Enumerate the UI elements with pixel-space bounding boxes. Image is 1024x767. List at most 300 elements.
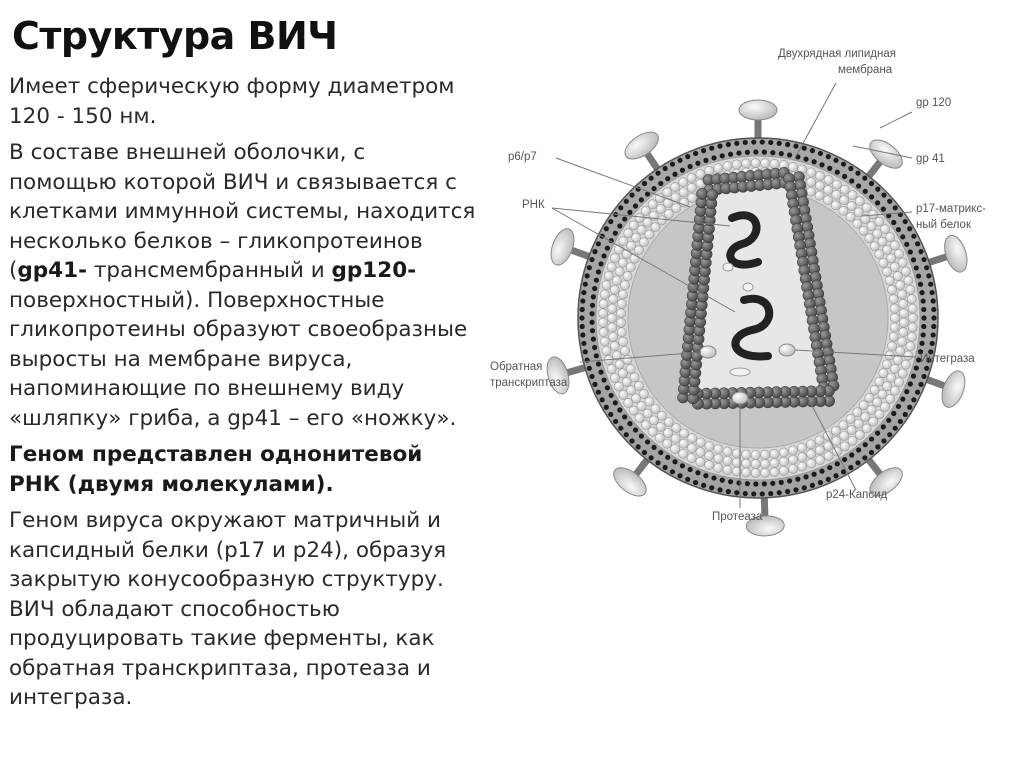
matrix-sphere xyxy=(869,417,878,426)
lipid-dot xyxy=(695,470,700,475)
matrix-sphere xyxy=(893,355,902,364)
lipid-dot xyxy=(649,455,654,460)
matrix-sphere xyxy=(846,212,855,221)
matrix-sphere xyxy=(751,450,760,459)
matrix-sphere xyxy=(679,178,688,187)
matrix-sphere xyxy=(815,181,824,190)
lipid-dot xyxy=(881,192,886,197)
lipid-dot xyxy=(592,382,597,387)
envelope-text-1: В составе внешней оболочки, с помощью которой ВИЧ и связывается с клетками иммунной системы, находится несколько белков – гликопротеинов ( xyxy=(9,140,476,283)
lipid-dot xyxy=(856,183,861,188)
lipid-dot xyxy=(743,140,748,145)
matrix-sphere xyxy=(839,206,848,215)
lipid-dot xyxy=(835,170,840,175)
lipid-dot xyxy=(680,168,685,173)
lipid-dot xyxy=(924,366,929,371)
matrix-sphere xyxy=(623,272,632,281)
lipid-dot xyxy=(921,257,926,262)
matrix-sphere xyxy=(655,433,664,442)
lipid-dot xyxy=(605,385,610,390)
lipid-dot xyxy=(672,172,677,177)
matrix-sphere xyxy=(870,242,879,251)
lipid-dot xyxy=(887,432,892,437)
matrix-sphere xyxy=(862,203,871,212)
lipid-dot xyxy=(918,282,923,287)
matrix-sphere xyxy=(760,450,769,459)
lipid-dot xyxy=(589,257,594,262)
lipid-dot xyxy=(639,197,644,202)
lipid-dot xyxy=(596,390,601,395)
lipid-dot xyxy=(802,485,807,490)
matrix-sphere xyxy=(657,411,666,420)
lipid-dot xyxy=(911,397,916,402)
matrix-sphere xyxy=(723,161,732,170)
matrix-sphere xyxy=(875,377,884,386)
lipid-dot xyxy=(826,477,831,482)
lipid-dot xyxy=(624,432,629,437)
lipid-dot xyxy=(926,273,931,278)
lipid-dot xyxy=(875,431,880,436)
matrix-sphere xyxy=(760,159,769,168)
matrix-sphere xyxy=(751,468,760,477)
lipid-dot xyxy=(736,480,741,485)
lipid-dot xyxy=(633,427,638,432)
matrix-sphere xyxy=(907,332,916,341)
matrix-sphere xyxy=(906,342,915,351)
matrix-sphere xyxy=(897,337,906,346)
matrix-sphere xyxy=(651,404,660,413)
matrix-sphere xyxy=(645,230,654,239)
slide-title: Структура ВИЧ xyxy=(12,14,338,58)
lipid-dot xyxy=(931,315,936,320)
lipid-dot xyxy=(604,405,609,410)
lipid-dot xyxy=(592,345,597,350)
matrix-sphere xyxy=(742,459,751,468)
lipid-dot xyxy=(793,487,798,492)
matrix-sphere xyxy=(815,455,824,464)
matrix-sphere xyxy=(875,250,884,259)
matrix-sphere xyxy=(859,401,868,410)
matrix-sphere xyxy=(626,364,635,373)
label-gp41: gp 41 xyxy=(916,153,945,165)
lipid-dot xyxy=(919,341,924,346)
lipid-dot xyxy=(891,411,896,416)
matrix-sphere xyxy=(671,182,680,191)
lipid-dot xyxy=(931,324,936,329)
lipid-dot xyxy=(893,426,898,431)
lipid-dot xyxy=(591,337,596,342)
lipid-dot xyxy=(911,374,916,379)
lipid-dot xyxy=(762,150,767,155)
lipid-dot xyxy=(762,481,767,486)
integrase xyxy=(779,344,795,356)
matrix-sphere xyxy=(723,447,732,456)
lipid-dot xyxy=(916,273,921,278)
matrix-sphere xyxy=(846,414,855,423)
label-rt-2: транскриптаза xyxy=(490,377,568,389)
lipid-dot xyxy=(596,241,601,246)
matrix-sphere xyxy=(865,234,874,243)
matrix-sphere xyxy=(859,226,868,235)
matrix-sphere xyxy=(760,468,769,477)
matrix-sphere xyxy=(896,346,905,355)
lipid-dot xyxy=(720,478,725,483)
matrix-sphere xyxy=(815,191,824,200)
matrix-sphere xyxy=(879,258,888,267)
capsid-sphere xyxy=(697,188,708,199)
lipid-dot xyxy=(613,419,618,424)
matrix-sphere xyxy=(847,425,856,434)
matrix-sphere xyxy=(853,408,862,417)
matrix-sphere xyxy=(657,216,666,225)
lipid-dot xyxy=(583,349,588,354)
lipid-dot xyxy=(827,465,832,470)
lipid-dot xyxy=(580,298,585,303)
matrix-sphere xyxy=(862,424,871,433)
matrix-sphere xyxy=(815,171,824,180)
lipid-dot xyxy=(655,460,660,465)
lipid-dot xyxy=(639,434,644,439)
matrix-sphere xyxy=(641,420,650,429)
lipid-dot xyxy=(587,366,592,371)
reverse-transcriptase xyxy=(700,346,716,358)
matrix-sphere xyxy=(649,416,658,425)
matrix-sphere xyxy=(897,290,906,299)
matrix-sphere xyxy=(861,412,870,421)
lipid-dot xyxy=(734,141,739,146)
lipid-dot xyxy=(802,146,807,151)
matrix-sphere xyxy=(855,197,864,206)
matrix-sphere xyxy=(779,448,788,457)
lipid-dot xyxy=(881,207,886,212)
lipid-dot xyxy=(921,324,926,329)
matrix-sphere xyxy=(663,188,672,197)
matrix-sphere xyxy=(839,421,848,430)
matrix-sphere xyxy=(609,332,618,341)
lipid-dot xyxy=(869,181,874,186)
lipid-dot xyxy=(918,382,923,387)
matrix-sphere xyxy=(663,428,672,437)
matrix-sphere xyxy=(901,360,910,369)
lipid-dot xyxy=(580,307,585,312)
lipid-dot xyxy=(687,467,692,472)
lipid-dot xyxy=(703,473,708,478)
matrix-sphere xyxy=(899,318,908,327)
matrix-sphere xyxy=(705,166,714,175)
lipid-dot xyxy=(826,154,831,159)
lipid-dot xyxy=(745,481,750,486)
gp120-cap xyxy=(547,226,579,269)
matrix-sphere xyxy=(608,304,617,313)
lipid-dot xyxy=(598,261,603,266)
envelope-text-2: трансмембранный и xyxy=(87,258,332,283)
matrix-sphere xyxy=(806,440,815,449)
lipid-dot xyxy=(636,444,641,449)
matrix-sphere xyxy=(641,206,650,215)
matrix-sphere xyxy=(623,355,632,364)
lipid-dot xyxy=(591,294,596,299)
lipid-dot xyxy=(601,253,606,258)
lipid-dot xyxy=(587,265,592,270)
matrix-sphere xyxy=(648,427,657,436)
lipid-dot xyxy=(896,404,901,409)
matrix-sphere xyxy=(620,281,629,290)
matrix-sphere xyxy=(645,397,654,406)
matrix-sphere xyxy=(798,443,807,452)
lipid-dot xyxy=(609,393,614,398)
matrix-sphere xyxy=(887,285,896,294)
matrix-sphere xyxy=(608,323,617,332)
label-rt-1: Обратная xyxy=(490,361,543,373)
matrix-sphere xyxy=(599,299,608,308)
lipid-dot xyxy=(869,194,874,199)
lipid-dot xyxy=(651,186,656,191)
lipid-dot xyxy=(670,469,675,474)
lipid-dot xyxy=(596,269,601,274)
lipid-dot xyxy=(810,483,815,488)
lipid-dot xyxy=(900,234,905,239)
lipid-dot xyxy=(779,480,784,485)
matrix-sphere xyxy=(832,437,841,446)
lipid-dot xyxy=(753,149,758,154)
lipid-dot xyxy=(617,223,622,228)
matrix-sphere xyxy=(696,448,705,457)
matrix-sphere xyxy=(687,183,696,192)
matrix-sphere xyxy=(831,201,840,210)
lipid-dot xyxy=(642,450,647,455)
lipid-dot xyxy=(785,142,790,147)
lipid-dot xyxy=(856,447,861,452)
matrix-sphere xyxy=(656,422,665,431)
matrix-sphere xyxy=(602,281,611,290)
lipid-dot xyxy=(703,158,708,163)
lipid-dot xyxy=(898,419,903,424)
matrix-sphere xyxy=(890,304,899,313)
lipid-dot xyxy=(601,377,606,382)
paragraph-shape: Имеет сферическую форму диаметром 120 - 150 нм. xyxy=(9,74,455,129)
label-membrane-1: Двухрядная липидная xyxy=(778,48,896,60)
lipid-dot xyxy=(768,491,773,496)
matrix-sphere xyxy=(618,337,627,346)
lipid-dot xyxy=(812,159,817,164)
lipid-dot xyxy=(903,412,908,417)
label-p6p7: p6/p7 xyxy=(508,151,537,163)
lipid-dot xyxy=(600,397,605,402)
matrix-sphere xyxy=(815,436,824,445)
matrix-sphere xyxy=(870,385,879,394)
label-integrase: Интеграза xyxy=(920,353,975,365)
lipid-dot xyxy=(665,176,670,181)
lipid-dot xyxy=(921,298,926,303)
lipid-dot xyxy=(642,181,647,186)
matrix-sphere xyxy=(663,439,672,448)
lipid-dot xyxy=(726,489,731,494)
matrix-sphere xyxy=(742,468,751,477)
lipid-dot xyxy=(818,480,823,485)
lipid-dot xyxy=(585,273,590,278)
matrix-sphere xyxy=(639,238,648,247)
matrix-sphere xyxy=(615,267,624,276)
matrix-sphere xyxy=(882,360,891,369)
gp120-cap xyxy=(940,233,971,275)
lipid-dot xyxy=(770,150,775,155)
matrix-sphere xyxy=(824,175,833,184)
matrix-sphere xyxy=(882,267,891,276)
lipid-dot xyxy=(629,438,634,443)
lipid-dot xyxy=(819,469,824,474)
lipid-dot xyxy=(594,278,599,283)
capsid-sphere xyxy=(707,189,718,200)
lipid-dot xyxy=(833,473,838,478)
lipid-dot xyxy=(921,307,926,312)
lipid-dot xyxy=(795,477,800,482)
lipid-dot xyxy=(787,478,792,483)
matrix-sphere xyxy=(616,309,625,318)
lipid-dot xyxy=(915,241,920,246)
matrix-sphere xyxy=(848,436,857,445)
matrix-sphere xyxy=(908,304,917,313)
matrix-sphere xyxy=(742,450,751,459)
matrix-sphere xyxy=(696,457,705,466)
lipid-dot xyxy=(881,424,886,429)
lipid-dot xyxy=(810,148,815,153)
matrix-sphere xyxy=(742,159,751,168)
lipid-dot xyxy=(896,227,901,232)
lipid-dot xyxy=(863,442,868,447)
lipid-dot xyxy=(862,455,867,460)
lipid-dot xyxy=(604,226,609,231)
matrix-sphere xyxy=(617,299,626,308)
matrix-sphere xyxy=(893,271,902,280)
lipid-dot xyxy=(924,265,929,270)
matrix-sphere xyxy=(840,196,849,205)
lipid-dot xyxy=(930,290,935,295)
lipid-dot xyxy=(711,475,716,480)
lipid-dot xyxy=(921,332,926,337)
lipid-dot xyxy=(663,166,668,171)
matrix-sphere xyxy=(687,444,696,453)
lipid-dot xyxy=(613,400,618,405)
matrix-sphere xyxy=(896,281,905,290)
lipid-dot xyxy=(627,210,632,215)
matrix-sphere xyxy=(899,299,908,308)
lipid-dot xyxy=(928,282,933,287)
matrix-sphere xyxy=(687,173,696,182)
lipid-dot xyxy=(580,332,585,337)
matrix-sphere xyxy=(807,177,816,186)
label-p17-1: p17-матрикс- xyxy=(916,203,986,215)
lipid-dot xyxy=(833,158,838,163)
lipid-dot xyxy=(812,472,817,477)
matrix-sphere xyxy=(634,381,643,390)
matrix-sphere xyxy=(723,465,732,474)
matrix-sphere xyxy=(598,318,607,327)
matrix-sphere xyxy=(815,446,824,455)
matrix-sphere xyxy=(671,434,680,443)
matrix-sphere xyxy=(789,455,798,464)
matrix-sphere xyxy=(807,449,816,458)
matrix-sphere xyxy=(664,417,673,426)
lipid-dot xyxy=(785,489,790,494)
lipid-dot xyxy=(581,290,586,295)
lipid-dot xyxy=(915,390,920,395)
lipid-dot xyxy=(911,234,916,239)
protease xyxy=(732,392,748,404)
lipid-dot xyxy=(590,303,595,308)
lipid-dot xyxy=(617,407,622,412)
matrix-sphere xyxy=(671,444,680,453)
matrix-sphere xyxy=(609,295,618,304)
matrix-sphere xyxy=(824,451,833,460)
gp120-term: gp120- xyxy=(331,258,417,283)
matrix-sphere xyxy=(679,188,688,197)
matrix-sphere xyxy=(770,468,779,477)
lipid-dot xyxy=(751,491,756,496)
matrix-sphere xyxy=(620,346,629,355)
matrix-sphere xyxy=(832,180,841,189)
lipid-dot xyxy=(594,353,599,358)
matrix-sphere xyxy=(648,200,657,209)
lipid-dot xyxy=(629,192,634,197)
matrix-sphere xyxy=(770,159,779,168)
gp120-cap xyxy=(543,354,573,396)
lipid-dot xyxy=(649,176,654,181)
matrix-sphere xyxy=(705,461,714,470)
matrix-sphere xyxy=(643,409,652,418)
lipid-dot xyxy=(580,324,585,329)
lipid-dot xyxy=(751,139,756,144)
lipid-dot xyxy=(693,480,698,485)
matrix-sphere xyxy=(901,267,910,276)
lipid-dot xyxy=(736,150,741,155)
lipid-dot xyxy=(793,144,798,149)
matrix-sphere xyxy=(688,193,697,202)
lipid-dot xyxy=(655,171,660,176)
lipid-dot xyxy=(624,199,629,204)
lipid-dot xyxy=(914,265,919,270)
matrix-sphere xyxy=(639,389,648,398)
lipid-dot xyxy=(663,465,668,470)
gp41-term: gp41- xyxy=(17,258,88,283)
lipid-dot xyxy=(904,389,909,394)
lipid-dot xyxy=(658,450,663,455)
matrix-sphere xyxy=(626,263,635,272)
lipid-dot xyxy=(779,151,784,156)
rna-protein-blob xyxy=(730,368,750,376)
rna-protein-blob xyxy=(743,283,753,291)
matrix-sphere xyxy=(798,453,807,462)
lipid-dot xyxy=(849,178,854,183)
matrix-sphere xyxy=(714,454,723,463)
matrix-sphere xyxy=(854,419,863,428)
lipid-dot xyxy=(622,216,627,221)
matrix-sphere xyxy=(723,456,732,465)
lipid-dot xyxy=(930,341,935,346)
lipid-dot xyxy=(596,361,601,366)
matrix-sphere xyxy=(714,463,723,472)
hiv-structure-diagram xyxy=(480,30,1024,540)
lipid-dot xyxy=(608,412,613,417)
lipid-dot xyxy=(842,174,847,179)
lipid-dot xyxy=(911,257,916,262)
matrix-sphere xyxy=(770,449,779,458)
lipid-dot xyxy=(665,455,670,460)
lipid-dot xyxy=(819,162,824,167)
matrix-sphere xyxy=(612,276,621,285)
lipid-dot xyxy=(787,152,792,157)
lipid-dot xyxy=(848,465,853,470)
matrix-sphere xyxy=(696,438,705,447)
